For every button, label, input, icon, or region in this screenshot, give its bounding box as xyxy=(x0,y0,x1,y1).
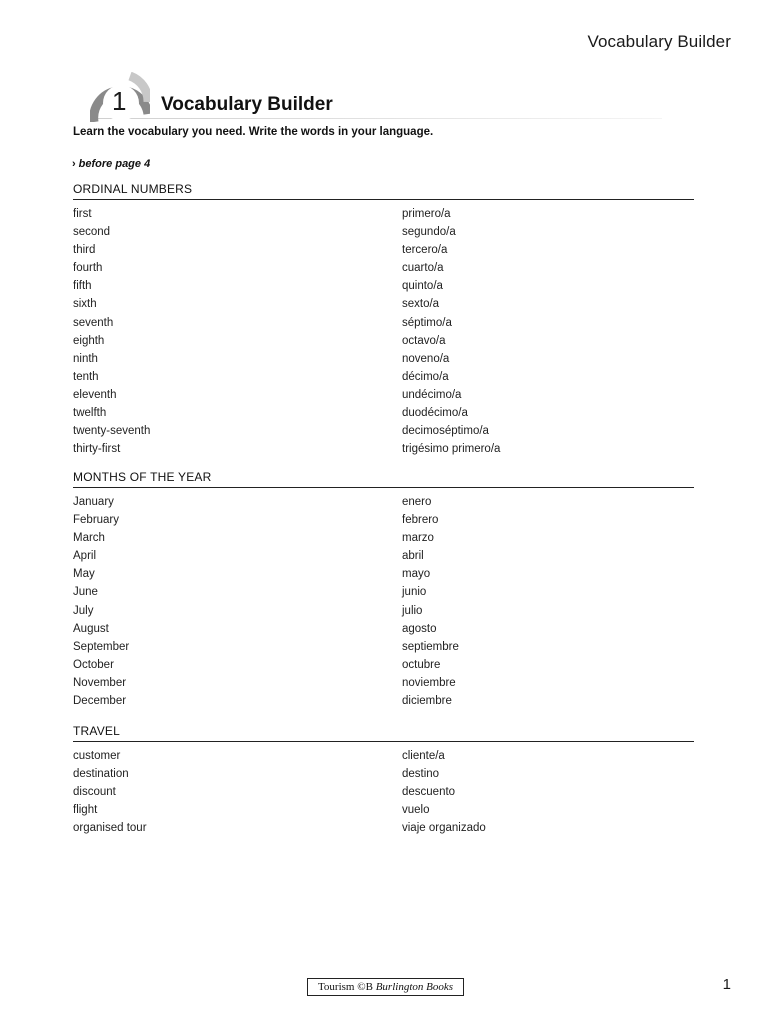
english-word: fourth xyxy=(73,262,103,275)
section-ordinal-numbers xyxy=(73,182,694,458)
chevron-right-icon: › xyxy=(72,158,76,170)
vocab-row xyxy=(73,314,694,332)
english-word: fifth xyxy=(73,280,92,293)
english-word: September xyxy=(73,640,130,653)
vocab-row xyxy=(73,493,694,511)
translation: vuelo xyxy=(402,804,430,817)
vocab-row xyxy=(73,565,694,583)
translation: decimoséptimo/a xyxy=(402,425,489,438)
vocab-row xyxy=(73,332,694,350)
translation: junio xyxy=(402,586,427,599)
english-word: January xyxy=(73,496,114,508)
vocab-row xyxy=(73,602,694,620)
footer-publisher: Burlington Books xyxy=(375,981,454,993)
english-word: twenty-seventh xyxy=(73,425,151,438)
section-heading: MONTHS OF THE YEAR xyxy=(73,470,694,488)
english-word: sixth xyxy=(73,298,97,311)
english-word: eighth xyxy=(73,334,105,347)
translation: febrero xyxy=(402,514,439,527)
english-word: organised tour xyxy=(73,822,147,835)
vocab-list xyxy=(73,747,694,837)
english-word: tenth xyxy=(73,370,99,383)
english-word: December xyxy=(73,695,127,708)
page-number: 1 xyxy=(722,976,731,993)
vocab-row xyxy=(73,277,694,295)
translation: octavo/a xyxy=(402,334,446,347)
page-reference xyxy=(72,158,150,170)
translation: noviembre xyxy=(402,676,456,689)
section-heading: ORDINAL NUMBERS xyxy=(73,182,694,200)
english-word: first xyxy=(73,208,92,220)
translation: cliente/a xyxy=(402,750,445,762)
vocab-row xyxy=(73,511,694,529)
translation: destino xyxy=(402,768,440,781)
english-word: April xyxy=(73,550,97,563)
translation: sexto/a xyxy=(402,298,440,311)
vocab-row xyxy=(73,547,694,565)
vocab-row xyxy=(73,656,694,674)
vocab-list xyxy=(73,493,694,710)
section-heading: TRAVEL xyxy=(73,724,694,742)
english-word: August xyxy=(73,622,109,635)
translation: trigésimo primero/a xyxy=(402,443,501,456)
unit-number: 1 xyxy=(112,86,127,116)
english-word: discount xyxy=(73,786,116,799)
english-word: thirty-first xyxy=(73,443,121,456)
translation: agosto xyxy=(402,622,437,635)
vocab-row xyxy=(73,765,694,783)
english-word: February xyxy=(73,514,120,527)
footer-course: Tourism xyxy=(317,981,355,993)
section-travel xyxy=(73,724,694,837)
translation: descuento xyxy=(402,786,456,799)
vocab-row xyxy=(73,350,694,368)
vocab-row xyxy=(73,674,694,692)
vocab-row xyxy=(73,386,694,404)
english-word: June xyxy=(73,586,98,599)
english-word: second xyxy=(73,226,111,239)
vocab-row xyxy=(73,422,694,440)
footer-credit xyxy=(307,978,464,996)
english-word: destination xyxy=(73,768,129,781)
translation: décimo/a xyxy=(402,370,449,383)
translation: cuarto/a xyxy=(402,262,444,275)
header-rule xyxy=(92,118,662,119)
translation: julio xyxy=(402,604,423,617)
translation: tercero/a xyxy=(402,244,448,257)
english-word: twelfth xyxy=(73,407,107,420)
vocab-row xyxy=(73,620,694,638)
translation: séptimo/a xyxy=(402,316,452,329)
vocab-row xyxy=(73,747,694,765)
english-word: May xyxy=(73,568,95,581)
vocab-row xyxy=(73,692,694,710)
vocab-row xyxy=(73,404,694,422)
vocab-row xyxy=(73,638,694,656)
vocab-row xyxy=(73,783,694,801)
vocab-row xyxy=(73,259,694,277)
footer-copyright: © xyxy=(357,981,366,993)
vocab-row xyxy=(73,583,694,601)
vocab-row xyxy=(73,801,694,819)
unit-title: Vocabulary Builder xyxy=(161,94,333,115)
vocab-list xyxy=(73,205,694,458)
translation: viaje organizado xyxy=(402,822,486,835)
english-word: March xyxy=(73,532,105,545)
translation: octubre xyxy=(402,658,441,671)
english-word: November xyxy=(73,676,127,689)
translation: noveno/a xyxy=(402,352,450,365)
translation: mayo xyxy=(402,568,431,581)
instructions: Learn the vocabulary you need. Write the words in your language. xyxy=(73,126,434,138)
english-word: eleventh xyxy=(73,388,117,401)
translation: abril xyxy=(402,550,424,563)
publisher-logo-icon: B xyxy=(365,981,373,993)
english-word: July xyxy=(73,604,94,617)
english-word: seventh xyxy=(73,316,114,329)
english-word: third xyxy=(73,244,96,257)
vocab-row xyxy=(73,368,694,386)
vocab-row xyxy=(73,205,694,223)
english-word: customer xyxy=(73,750,121,762)
translation: quinto/a xyxy=(402,280,443,293)
vocab-row xyxy=(73,295,694,313)
vocab-row xyxy=(73,440,694,458)
translation: marzo xyxy=(402,532,434,545)
translation: septiembre xyxy=(402,640,459,653)
translation: enero xyxy=(402,496,432,508)
translation: segundo/a xyxy=(402,226,456,239)
english-word: October xyxy=(73,658,114,671)
english-word: flight xyxy=(73,804,98,817)
translation: primero/a xyxy=(402,208,451,220)
translation: undécimo/a xyxy=(402,388,462,401)
vocab-row xyxy=(73,819,694,837)
vocab-row xyxy=(73,529,694,547)
vocab-row xyxy=(73,241,694,259)
english-word: ninth xyxy=(73,352,98,365)
page-reference-text: before page 4 xyxy=(78,158,151,170)
vocab-row xyxy=(73,223,694,241)
running-head: Vocabulary Builder xyxy=(587,32,731,51)
section-months xyxy=(73,470,694,710)
translation: diciembre xyxy=(402,695,452,708)
unit-header xyxy=(72,72,672,122)
translation: duodécimo/a xyxy=(402,407,468,420)
